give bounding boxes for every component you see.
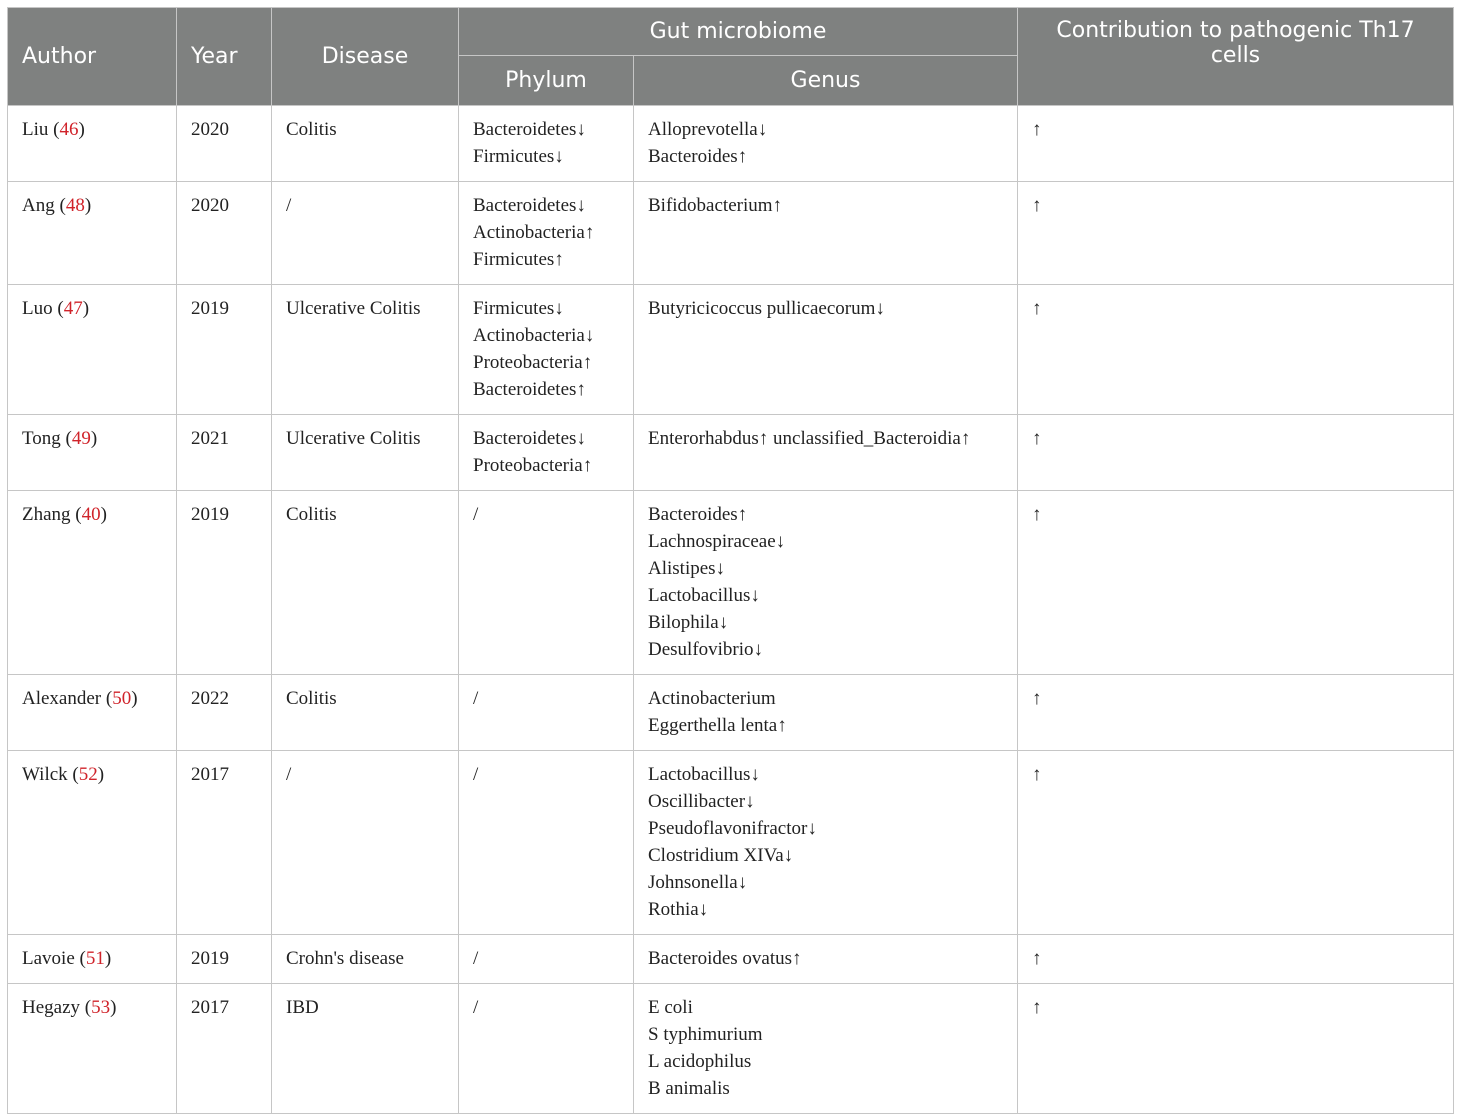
genus-entry: B animalis [648,1078,730,1099]
cell-contribution: ↑ [1018,984,1454,1114]
genus-entry: Bilophila↓ [648,612,729,633]
cell-contribution: ↑ [1018,415,1454,491]
cell-genus [634,182,1018,285]
reference-link[interactable]: 49 [71,428,91,449]
table-row [8,285,1454,415]
cell-author: Hegazy (53) [8,984,177,1114]
cell-disease: IBD [272,984,459,1114]
phylum-entry: Actinobacteria↑ [473,222,595,243]
genus-entry: Eggerthella lenta↑ [648,715,787,736]
genus-entry: Lactobacillus↓ [648,764,760,785]
table-row [8,415,1454,491]
header-contribution: Contribution to pathogenic Th17 cells [1018,8,1454,106]
author-name: Lavoie [22,948,75,969]
header-genus: Genus [634,56,1018,106]
header-year: Year [177,8,272,106]
cell-year: 2022 [177,675,272,751]
reference-link[interactable]: 50 [112,688,132,709]
cell-contribution: ↑ [1018,751,1454,935]
cell-year: 2017 [177,751,272,935]
reference-link[interactable]: 48 [65,195,85,216]
genus-entry: Desulfovibrio↓ [648,639,764,660]
table-body [8,106,1454,1114]
author-name: Luo [22,298,53,319]
table-row [8,935,1454,984]
cell-contribution: ↑ [1018,491,1454,675]
reference-link[interactable]: 46 [59,119,79,140]
cell-contribution: ↑ [1018,182,1454,285]
genus-entry: Lachnospiraceae↓ [648,531,786,552]
table-row [8,984,1454,1114]
cell-year: 2020 [177,182,272,285]
genus-entry: Oscillibacter↓ [648,791,755,812]
phylum-entry: / [473,997,479,1018]
cell-contribution: ↑ [1018,106,1454,182]
phylum-entry: Firmicutes↓ [473,298,564,319]
phylum-entry: Bacteroidetes↓ [473,195,586,216]
cell-author: Ang (48) [8,182,177,285]
header-author: Author [8,8,177,106]
cell-genus [634,984,1018,1114]
genus-entry: Johnsonella↓ [648,872,748,893]
cell-disease: / [272,182,459,285]
cell-genus [634,106,1018,182]
cell-phylum [459,984,634,1114]
cell-year: 2019 [177,285,272,415]
cell-phylum [459,491,634,675]
cell-disease: Colitis [272,491,459,675]
cell-genus [634,675,1018,751]
genus-entry: Bacteroides↑ [648,504,748,525]
phylum-entry: / [473,504,479,525]
cell-contribution: ↑ [1018,285,1454,415]
genus-entry: Bacteroides↑ [648,146,748,167]
genus-entry: Pseudoflavonifractor↓ [648,818,817,839]
author-name: Hegazy [22,997,81,1018]
cell-author: Tong (49) [8,415,177,491]
reference-link[interactable]: 40 [81,504,101,525]
phylum-entry: Firmicutes↑ [473,249,564,270]
cell-contribution: ↑ [1018,675,1454,751]
cell-disease: Ulcerative Colitis [272,415,459,491]
cell-disease: Ulcerative Colitis [272,285,459,415]
phylum-entry: Proteobacteria↑ [473,455,593,476]
genus-entry: E coli [648,997,693,1018]
phylum-entry: Bacteroidetes↓ [473,428,586,449]
cell-author: Zhang (40) [8,491,177,675]
genus-entry: Butyricicoccus pullicaecorum↓ [648,298,885,319]
author-name: Liu [22,119,49,140]
cell-disease: Crohn's disease [272,935,459,984]
table-row [8,491,1454,675]
cell-year: 2020 [177,106,272,182]
phylum-entry: Firmicutes↓ [473,146,564,167]
cell-year: 2017 [177,984,272,1114]
cell-phylum [459,285,634,415]
cell-phylum [459,751,634,935]
cell-disease: / [272,751,459,935]
genus-entry: Alloprevotella↓ [648,119,768,140]
genus-entry: Bacteroides ovatus↑ [648,948,802,969]
reference-link[interactable]: 51 [85,948,105,969]
genus-entry: Alistipes↓ [648,558,726,579]
genus-entry: L acidophilus [648,1051,752,1072]
cell-author: Alexander (50) [8,675,177,751]
reference-link[interactable]: 52 [78,764,98,785]
author-name: Wilck [22,764,68,785]
cell-year: 2021 [177,415,272,491]
cell-genus [634,415,1018,491]
genus-entry: S typhimurium [648,1024,763,1045]
table-row [8,751,1454,935]
cell-author: Luo (47) [8,285,177,415]
cell-genus [634,491,1018,675]
author-name: Ang [22,195,55,216]
header-phylum: Phylum [459,56,634,106]
author-name: Alexander [22,688,102,709]
cell-author: Lavoie (51) [8,935,177,984]
phylum-entry: Actinobacteria↓ [473,325,595,346]
genus-entry: Clostridium XIVa↓ [648,845,794,866]
reference-link[interactable]: 53 [91,997,111,1018]
phylum-entry: / [473,764,479,785]
cell-contribution: ↑ [1018,935,1454,984]
genus-entry: Bifidobacterium↑ [648,195,783,216]
cell-author: Liu (46) [8,106,177,182]
cell-disease: Colitis [272,675,459,751]
cell-genus [634,751,1018,935]
cell-phylum [459,182,634,285]
cell-genus [634,285,1018,415]
phylum-entry: Proteobacteria↑ [473,352,593,373]
phylum-entry: / [473,688,479,709]
cell-genus [634,935,1018,984]
table-row [8,675,1454,751]
cell-year: 2019 [177,491,272,675]
phylum-entry: / [473,948,479,969]
table-header [8,8,1454,106]
genus-entry: Lactobacillus↓ [648,585,760,606]
header-gut-microbiome: Gut microbiome [459,8,1018,56]
author-name: Tong [22,428,61,449]
genus-entry: Enterorhabdus↑ unclassified_Bacteroidia↑ [648,428,971,449]
data-table [7,7,1454,1114]
phylum-entry: Bacteroidetes↓ [473,119,586,140]
cell-phylum [459,935,634,984]
genus-entry: Rothia↓ [648,899,709,920]
cell-disease: Colitis [272,106,459,182]
table-row [8,182,1454,285]
author-name: Zhang [22,504,71,525]
cell-phylum [459,675,634,751]
reference-link[interactable]: 47 [63,298,83,319]
table-row [8,106,1454,182]
cell-year: 2019 [177,935,272,984]
cell-phylum [459,106,634,182]
cell-phylum [459,415,634,491]
genus-entry: Actinobacterium [648,688,776,709]
header-disease: Disease [272,8,459,106]
cell-author: Wilck (52) [8,751,177,935]
phylum-entry: Bacteroidetes↑ [473,379,586,400]
